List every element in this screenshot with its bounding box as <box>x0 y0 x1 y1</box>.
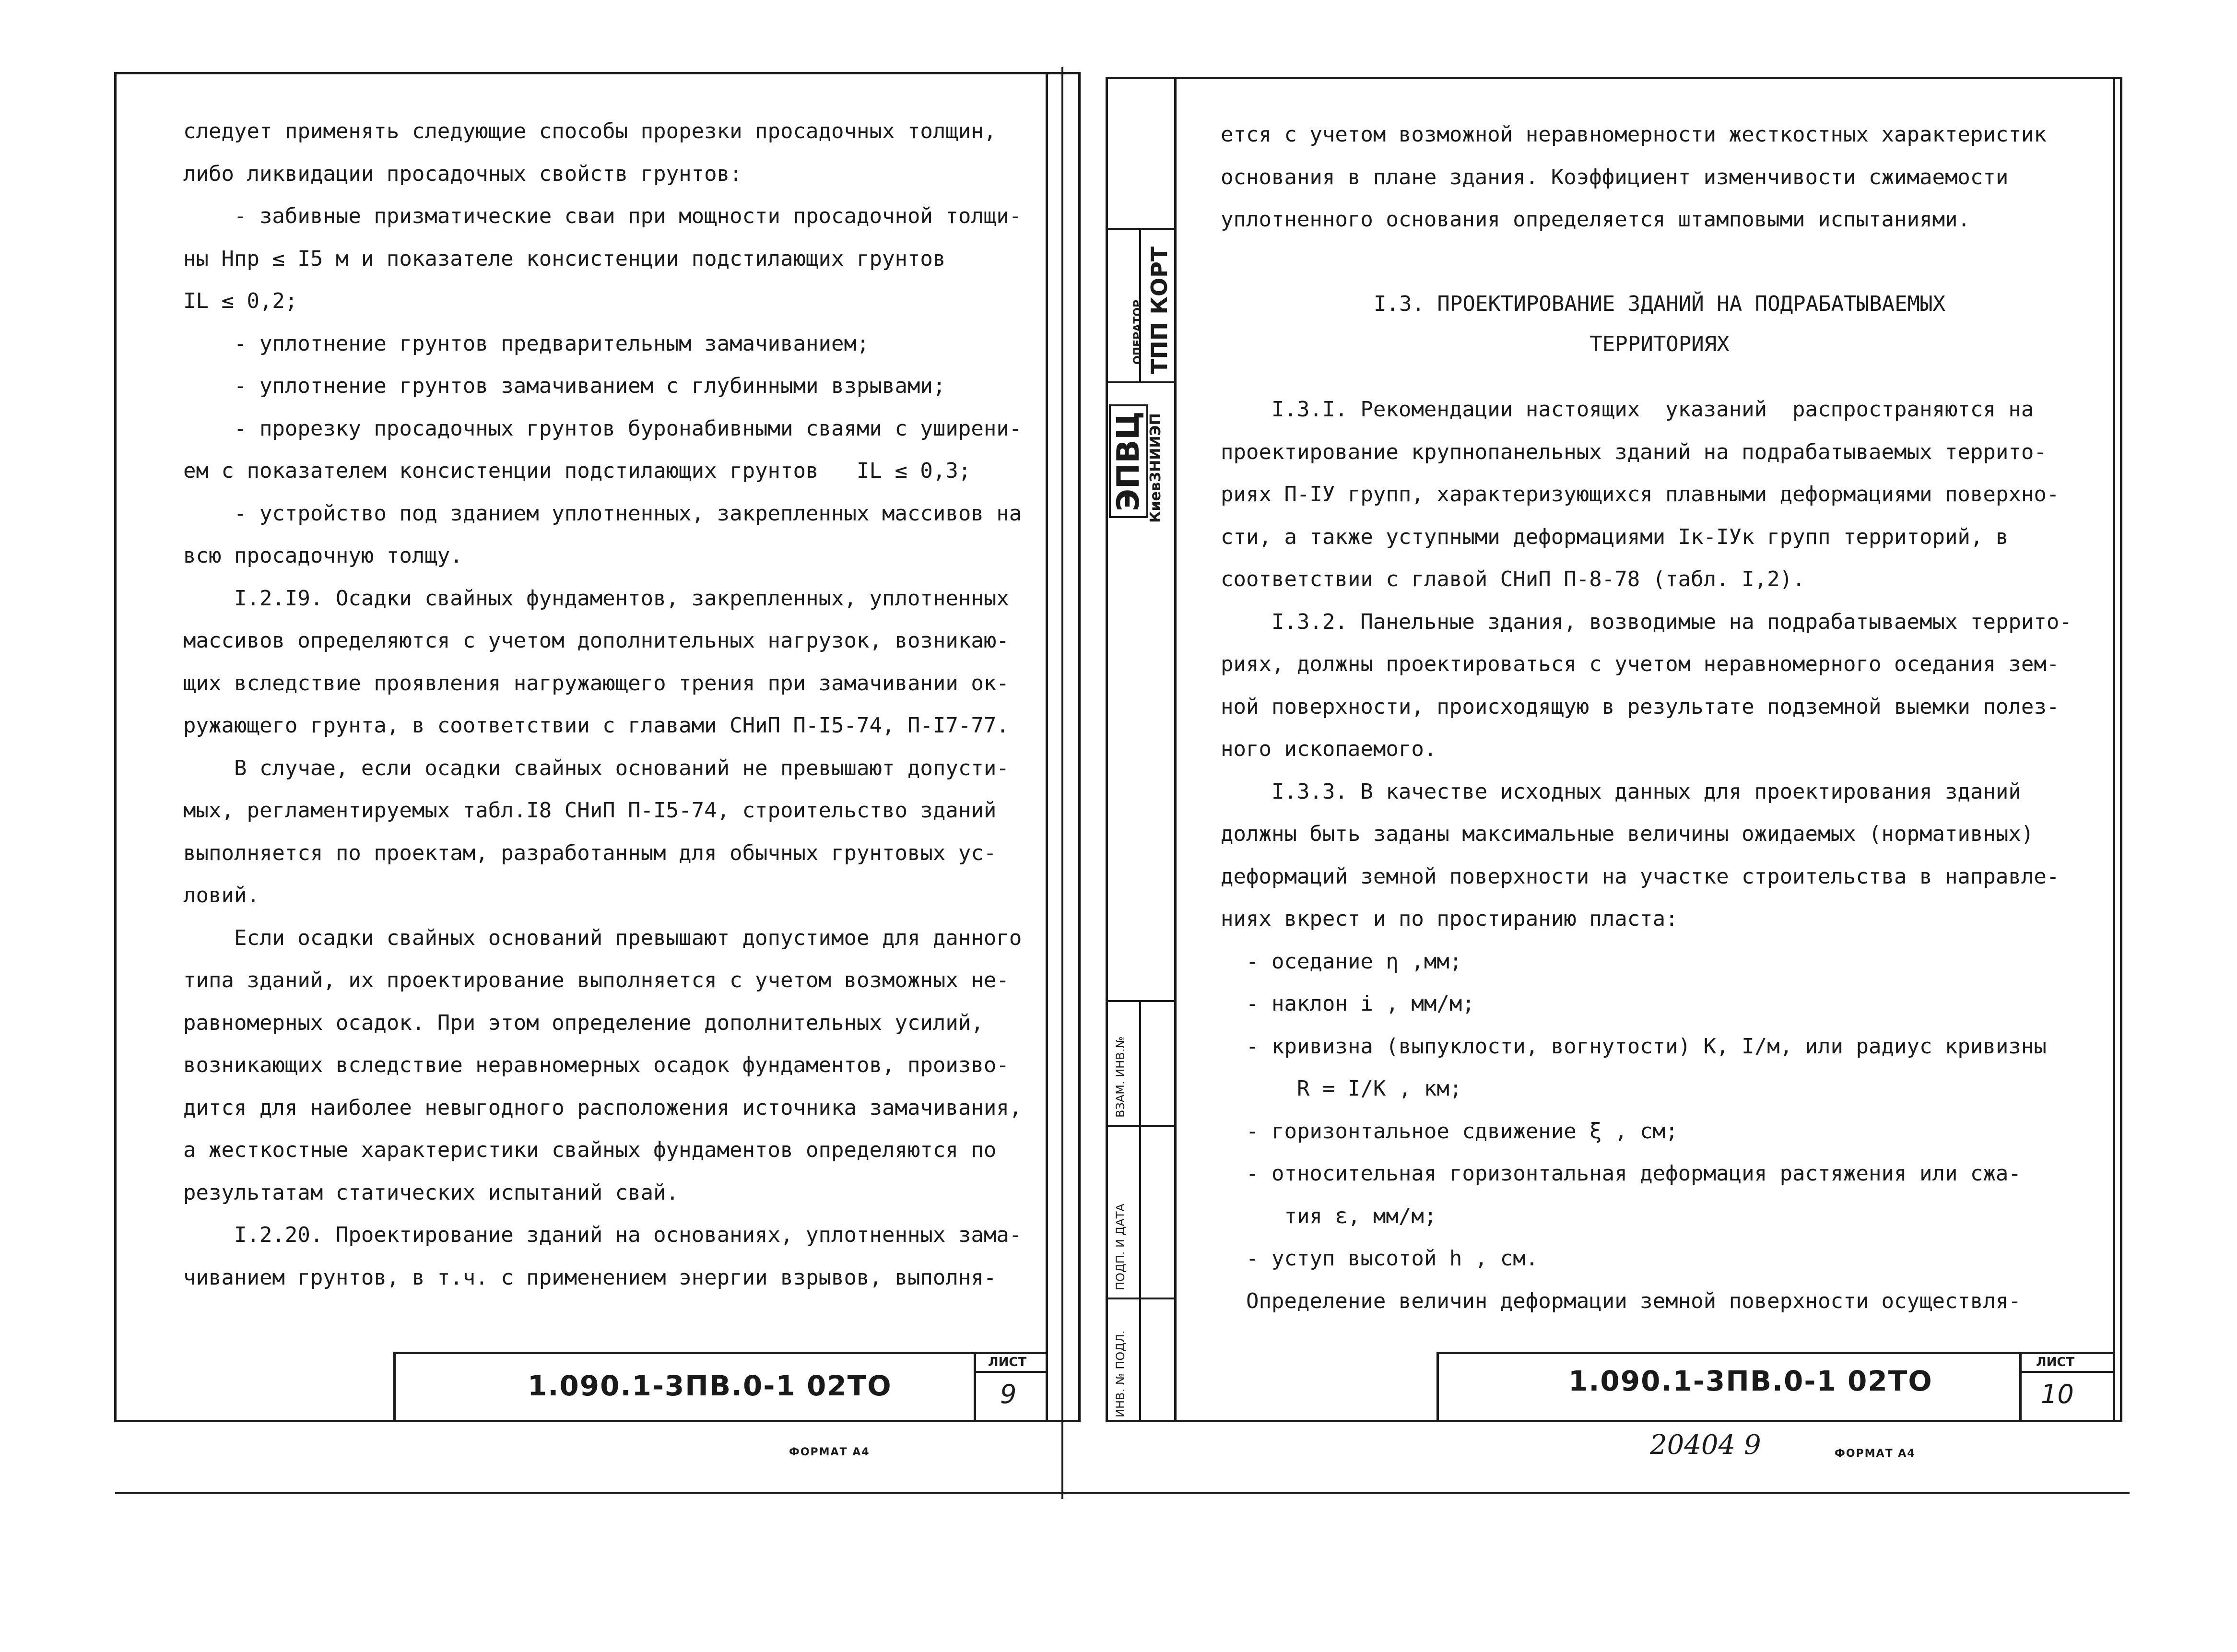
section-heading-line-1: I.3. ПРОЕКТИРОВАНИЕ ЗДАНИЙ НА ПОДРАБАТЫВАЕМЫХ <box>1373 292 1946 316</box>
left-paragraph-line: массивов определяются с учетом дополнительных нагрузок, возникаю- <box>183 628 1009 653</box>
operator-value: ТПП КОРТ <box>1146 246 1172 374</box>
right-paragraph-line: I.3.I. Рекомендации настоящих указаний распространяются на <box>1221 397 2034 422</box>
right-paragraph-line: деформаций земной поверхности на участке строительства в направле- <box>1221 864 2060 889</box>
signature-date-label: ПОДП. И ДАТА <box>1114 1204 1127 1290</box>
left-paragraph-line: а жесткостные характеристики свайных фундаментов определяются по <box>183 1138 997 1162</box>
side-stamp-line-3 <box>1106 1000 1175 1002</box>
original-inventory-label: ИНВ. № ПОДЛ. <box>1114 1330 1127 1417</box>
left-paragraph-line: либо ликвидации просадочных свойств грунтов: <box>183 161 742 186</box>
left-paragraph-line: дится для наиболее невыгодного расположения источника замачивания, <box>183 1095 1022 1120</box>
left-paragraph-line: типа зданий, их проектирование выполняется с учетом возможных не- <box>183 968 1009 992</box>
side-stamp-lower-mid-line <box>1139 1000 1141 1422</box>
left-paragraph-line: ловий. <box>183 883 259 908</box>
left-paragraph-line: - забивные призматические сваи при мощности просадочной толщи- <box>183 204 1022 228</box>
left-stamp-top-line <box>393 1352 1046 1354</box>
side-stamp-line-5 <box>1106 1298 1175 1299</box>
left-stamp-left-line <box>393 1352 396 1422</box>
right-format-label: ФОРМАТ А4 <box>1835 1448 1916 1460</box>
right-paragraph-line: - относительная горизонтальная деформация растяжения или сжа- <box>1221 1161 2021 1186</box>
left-paragraph-line: ружающего грунта, в соответствии с главами СНиП П-I5-74, П-I7-77. <box>183 713 1009 738</box>
left-page-text <box>183 119 1037 1308</box>
right-side-stamp-divider <box>1174 77 1177 1422</box>
right-paragraph-top-line: уплотненного основания определяется штамповыми испытаниями. <box>1221 207 1970 232</box>
left-paragraph-line: ем с показателем консистенции подстилающих грунтов IL ≤ 0,3; <box>183 459 971 483</box>
right-document-code: 1.090.1-3ПВ.0-1 02ТО <box>1568 1365 1933 1397</box>
left-paragraph-line: чиванием грунтов, в т.ч. с применением энергии взрывов, выполня- <box>183 1265 997 1290</box>
right-paragraph-line: - кривизна (выпуклости, вогнутости) К, I/м, или радиус кривизны <box>1221 1034 2047 1059</box>
left-paragraph-line: - прорезку просадочных грунтов буронабивными сваями с уширени- <box>183 416 1022 441</box>
left-paragraph-line: всю просадочную толщу. <box>183 543 463 568</box>
left-paragraph-line: мых, регламентируемых табл.I8 СНиП П-I5-74, строительство зданий <box>183 798 997 823</box>
left-paragraph-line: следует применять следующие способы прорезки просадочных толщин, <box>183 119 997 143</box>
left-paragraph-line: возникающих вследствие неравномерных осадок фундаментов, произво- <box>183 1053 1009 1077</box>
left-stamp-sheet-divider <box>974 1352 976 1422</box>
left-paragraph-line: - устройство под зданием уплотненных, закрепленных массивов на <box>183 501 1022 526</box>
left-page-outer-edge <box>1046 72 1048 1422</box>
handwritten-inventory-number: 20404 9 <box>1650 1429 1761 1461</box>
right-paragraph-line: I.3.2. Панельные здания, возводимые на подрабатываемых террито- <box>1221 609 2072 634</box>
left-sheet-number: 9 <box>1000 1379 1017 1409</box>
right-paragraph-line: R = I/K , км; <box>1221 1076 1462 1101</box>
left-stamp-sheet-line <box>974 1371 1046 1373</box>
left-paragraph-line: выполняется по проектам, разработанным для обычных грунтовых ус- <box>183 840 997 865</box>
side-stamp-line-2 <box>1106 381 1175 383</box>
right-stamp-left-line <box>1436 1352 1439 1422</box>
left-paragraph-line: I.2.20. Проектирование зданий на основаниях, уплотненных зама- <box>183 1223 1022 1247</box>
section-heading-line-2: ТЕРРИТОРИЯХ <box>1589 332 1730 356</box>
right-paragraph-line: риях, должны проектироваться с учетом неравномерного оседания зем- <box>1221 652 2060 676</box>
left-paragraph-line: результатам статических испытаний свай. <box>183 1180 679 1205</box>
left-paragraph-line: IL ≤ 0,2; <box>183 289 298 313</box>
right-paragraph-line: проектирование крупнопанельных зданий на подрабатываемых террито- <box>1221 439 2047 464</box>
right-paragraph-line: - оседание η ,мм; <box>1221 949 1462 974</box>
right-paragraph-line: - уступ высотой h , см. <box>1221 1246 1539 1271</box>
right-paragraph-line: - горизонтальное сдвижение ξ , см; <box>1221 1119 1678 1144</box>
left-sheet-label: ЛИСТ <box>988 1355 1027 1369</box>
left-paragraph-line: В случае, если осадки свайных оснований не превышают допусти- <box>183 755 1009 780</box>
right-paragraph-top-line: основания в плане здания. Коэффициент изменчивости сжимаемости <box>1221 165 2009 189</box>
right-paragraph-line: ниях вкрест и по простиранию пласта: <box>1221 907 1678 931</box>
right-paragraph-top-line: ется с учетом возможной неравномерности жесткостных характеристик <box>1221 122 2047 147</box>
right-stamp-top-line <box>1436 1352 2115 1354</box>
left-document-code: 1.090.1-3ПВ.0-1 02ТО <box>528 1369 892 1402</box>
replacement-inventory-label: ВЗАМ. ИНВ.№ <box>1114 1036 1127 1118</box>
right-stamp-sheet-divider <box>2019 1352 2022 1422</box>
right-stamp-sheet-line <box>2019 1371 2115 1373</box>
left-paragraph-line: I.2.I9. Осадки свайных фундаментов, закрепленных, уплотненных <box>183 586 1009 611</box>
organization-name: ЭПВЦ <box>1109 404 1148 518</box>
right-paragraph-line: ной поверхности, происходящую в результате подземной выемки полез- <box>1221 694 2060 719</box>
right-paragraph-line: сти, а также уступными деформациями Iк-IУк групп территорий, в <box>1221 524 2009 549</box>
right-paragraph-line: должны быть заданы максимальные величины ожидаемых (нормативных) <box>1221 822 2034 846</box>
right-paragraph-line: риях П-IУ групп, характеризующихся плавными деформациями поверхно- <box>1221 482 2060 507</box>
side-stamp-line-4 <box>1106 1125 1175 1127</box>
right-sheet-label: ЛИСТ <box>2036 1355 2075 1369</box>
right-sheet-number: 10 <box>2041 1379 2074 1409</box>
right-paragraph-line: ного ископаемого. <box>1221 737 1437 761</box>
right-page-text-top <box>1221 122 2098 250</box>
bottom-edge-line <box>115 1492 2130 1494</box>
right-page-text-body <box>1221 397 2098 1331</box>
left-paragraph-line: - уплотнение грунтов предварительным замачиванием; <box>183 331 870 356</box>
right-paragraph-line: - наклон i , мм/м; <box>1221 991 1475 1016</box>
left-paragraph-line: равномерных осадок. При этом определение дополнительных усилий, <box>183 1010 984 1035</box>
right-paragraph-line: I.3.3. В качестве исходных данных для проектирования зданий <box>1221 779 2021 804</box>
right-paragraph-line: тия ε, мм/м; <box>1221 1204 1437 1228</box>
left-paragraph-line: ны Нпр ≤ I5 м и показателе консистенции подстилающих грунтов <box>183 246 946 271</box>
left-paragraph-line: щих вследствие проявления нагружающего трения при замачивании ок- <box>183 671 1009 696</box>
left-format-label: ФОРМАТ А4 <box>789 1446 870 1458</box>
organization-subname: КиевЗНИИЭП <box>1147 413 1164 523</box>
operator-label: ОПЕРАТОР <box>1132 299 1144 365</box>
right-page-outer-edge <box>2113 77 2115 1422</box>
page-fold-line <box>1061 67 1063 1499</box>
right-paragraph-line: соответствии с главой СНиП П-8-78 (табл. I,2). <box>1221 567 1805 591</box>
left-paragraph-line: Если осадки свайных оснований превышают допустимое для данного <box>183 925 1022 950</box>
right-paragraph-line: Определение величин деформации земной поверхности осуществля- <box>1221 1288 2021 1313</box>
left-paragraph-line: - уплотнение грунтов замачиванием с глубинными взрывами; <box>183 374 946 398</box>
